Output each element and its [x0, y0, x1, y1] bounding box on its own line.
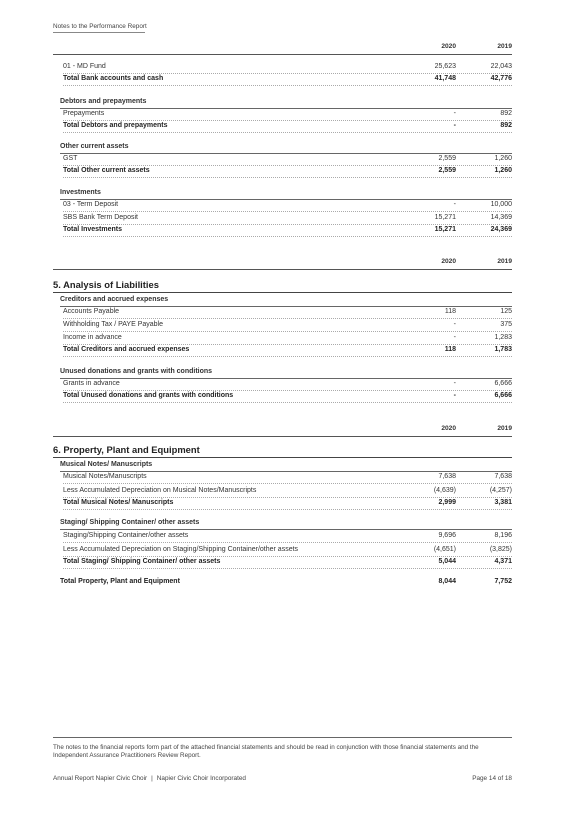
value-2020: 41,748 — [434, 75, 456, 82]
table-row — [63, 333, 512, 345]
value-2020: 5,044 — [438, 558, 456, 565]
year-2019-label: 2019 — [497, 425, 512, 432]
year-header — [53, 424, 512, 437]
value-2020: 15,271 — [434, 226, 456, 233]
year-header — [53, 257, 512, 270]
running-header: Notes to the Performance Report — [53, 23, 147, 30]
value-2020: - — [453, 110, 456, 117]
table-row — [63, 200, 512, 212]
year-header — [53, 42, 512, 55]
table-row — [63, 213, 512, 225]
section-title-liabilities: 5. Analysis of Liabilities — [53, 279, 512, 293]
year-2020-label: 2020 — [441, 43, 456, 50]
row-label: Staging/Shipping Container/other assets — [63, 532, 189, 539]
value-2019: 892 — [500, 122, 512, 129]
row-label: Income in advance — [63, 334, 122, 341]
subsection-heading: Investments — [60, 189, 512, 200]
row-label: Total Other current assets — [63, 167, 150, 174]
value-2020: (4,639) — [433, 487, 456, 494]
value-2019: 42,776 — [490, 75, 512, 82]
year-2019-label: 2019 — [497, 258, 512, 265]
total-row — [63, 498, 512, 510]
value-2020: - — [453, 392, 456, 399]
table-row — [63, 531, 512, 543]
subsection-heading: Unused donations and grants with conditions — [60, 368, 512, 379]
value-2020: - — [453, 201, 456, 208]
table-row — [63, 472, 512, 484]
value-2019: 14,369 — [490, 214, 512, 221]
value-2019: 1,260 — [494, 167, 512, 174]
table-row — [63, 379, 512, 391]
row-label: Grants in advance — [63, 380, 120, 387]
total-row — [63, 345, 512, 357]
footer-rule — [53, 737, 512, 738]
section-title-property: 6. Property, Plant and Equipment — [53, 444, 512, 458]
grand-total-row — [60, 577, 512, 588]
value-2020: 2,999 — [438, 499, 456, 506]
value-2019: 125 — [500, 308, 512, 315]
value-2019: 7,638 — [494, 473, 512, 480]
row-label: Total Investments — [63, 226, 122, 233]
value-2019: 6,666 — [494, 392, 512, 399]
value-2019: (3,825) — [489, 546, 512, 553]
row-label: Musical Notes/Manuscripts — [63, 473, 147, 480]
value-2020: 15,271 — [434, 214, 456, 221]
total-row — [63, 121, 512, 133]
value-2020: 25,623 — [434, 63, 456, 70]
row-label: GST — [63, 155, 78, 162]
row-label: Total Property, Plant and Equipment — [60, 578, 180, 585]
footer-report-name: Annual Report Napier Civic Choir — [53, 775, 148, 782]
total-row — [63, 74, 512, 86]
value-2019: 24,369 — [490, 226, 512, 233]
value-2019: 22,043 — [490, 63, 512, 70]
table-row — [63, 545, 512, 557]
row-label: Accounts Payable — [63, 308, 120, 315]
footnote: The notes to the financial reports form part of the attached financial statements and should be read in conjunction with those financial statements and the Independent Assurance Practitioners Review Report. — [53, 744, 479, 760]
header-rule — [53, 32, 145, 33]
value-2019: 1,260 — [494, 155, 512, 162]
value-2019: 1,283 — [494, 334, 512, 341]
subsection-heading: Debtors and prepayments — [60, 98, 512, 109]
row-label: Withholding Tax / PAYE Payable — [63, 321, 163, 328]
total-row — [63, 557, 512, 569]
row-label: 01 - MD Fund — [63, 63, 106, 70]
total-row — [63, 225, 512, 237]
value-2019: (4,257) — [489, 487, 512, 494]
value-2020: 2,559 — [438, 155, 456, 162]
table-row — [63, 320, 512, 332]
value-2019: 375 — [500, 321, 512, 328]
table-row — [63, 109, 512, 121]
row-label: Total Debtors and prepayments — [63, 122, 168, 129]
value-2019: 3,381 — [494, 499, 512, 506]
footer-organization — [53, 775, 246, 782]
value-2020: (4,651) — [433, 546, 456, 553]
value-2019: 1,783 — [494, 346, 512, 353]
total-row — [63, 166, 512, 178]
footer-org-name: Napier Civic Choir Incorporated — [156, 775, 246, 782]
value-2019: 4,371 — [494, 558, 512, 565]
year-2020-label: 2020 — [441, 258, 456, 265]
value-2020: 118 — [444, 346, 456, 353]
table-row — [63, 307, 512, 319]
row-label: Less Accumulated Depreciation on Staging/Shipping Container/other assets — [63, 546, 299, 553]
row-label: Less Accumulated Depreciation on Musical Notes/Manuscripts — [63, 487, 257, 494]
value-2019: 7,752 — [494, 578, 512, 585]
row-label: Total Unused donations and grants with conditions — [63, 392, 234, 399]
value-2020: - — [453, 122, 456, 129]
subsection-heading: Staging/ Shipping Container/ other assets — [60, 519, 512, 530]
subsection-heading: Other current assets — [60, 143, 512, 154]
value-2019: 10,000 — [490, 201, 512, 208]
value-2019: 6,666 — [494, 380, 512, 387]
value-2019: 892 — [500, 110, 512, 117]
year-2019-label: 2019 — [497, 43, 512, 50]
value-2020: 2,559 — [438, 167, 456, 174]
table-row — [63, 154, 512, 166]
table-row — [63, 62, 512, 74]
value-2019: 8,196 — [494, 532, 512, 539]
row-label: 03 - Term Deposit — [63, 201, 119, 208]
value-2020: - — [453, 321, 456, 328]
value-2020: 9,696 — [438, 532, 456, 539]
footer-separator: | — [151, 775, 153, 782]
row-label: SBS Bank Term Deposit — [63, 214, 138, 221]
total-row — [63, 391, 512, 403]
value-2020: - — [453, 334, 456, 341]
year-2020-label: 2020 — [441, 425, 456, 432]
value-2020: 118 — [444, 308, 456, 315]
subsection-heading: Creditors and accrued expenses — [60, 296, 512, 307]
row-label: Total Creditors and accrued expenses — [63, 346, 190, 353]
value-2020: 7,638 — [438, 473, 456, 480]
table-row — [63, 486, 512, 498]
subsection-heading: Musical Notes/ Manuscripts — [60, 461, 512, 472]
row-label: Total Bank accounts and cash — [63, 75, 164, 82]
value-2020: - — [453, 380, 456, 387]
row-label: Prepayments — [63, 110, 105, 117]
row-label: Total Musical Notes/ Manuscripts — [63, 499, 174, 506]
value-2020: 8,044 — [438, 578, 456, 585]
page-number: Page 14 of 18 — [472, 775, 512, 782]
row-label: Total Staging/ Shipping Container/ other assets — [63, 558, 221, 565]
